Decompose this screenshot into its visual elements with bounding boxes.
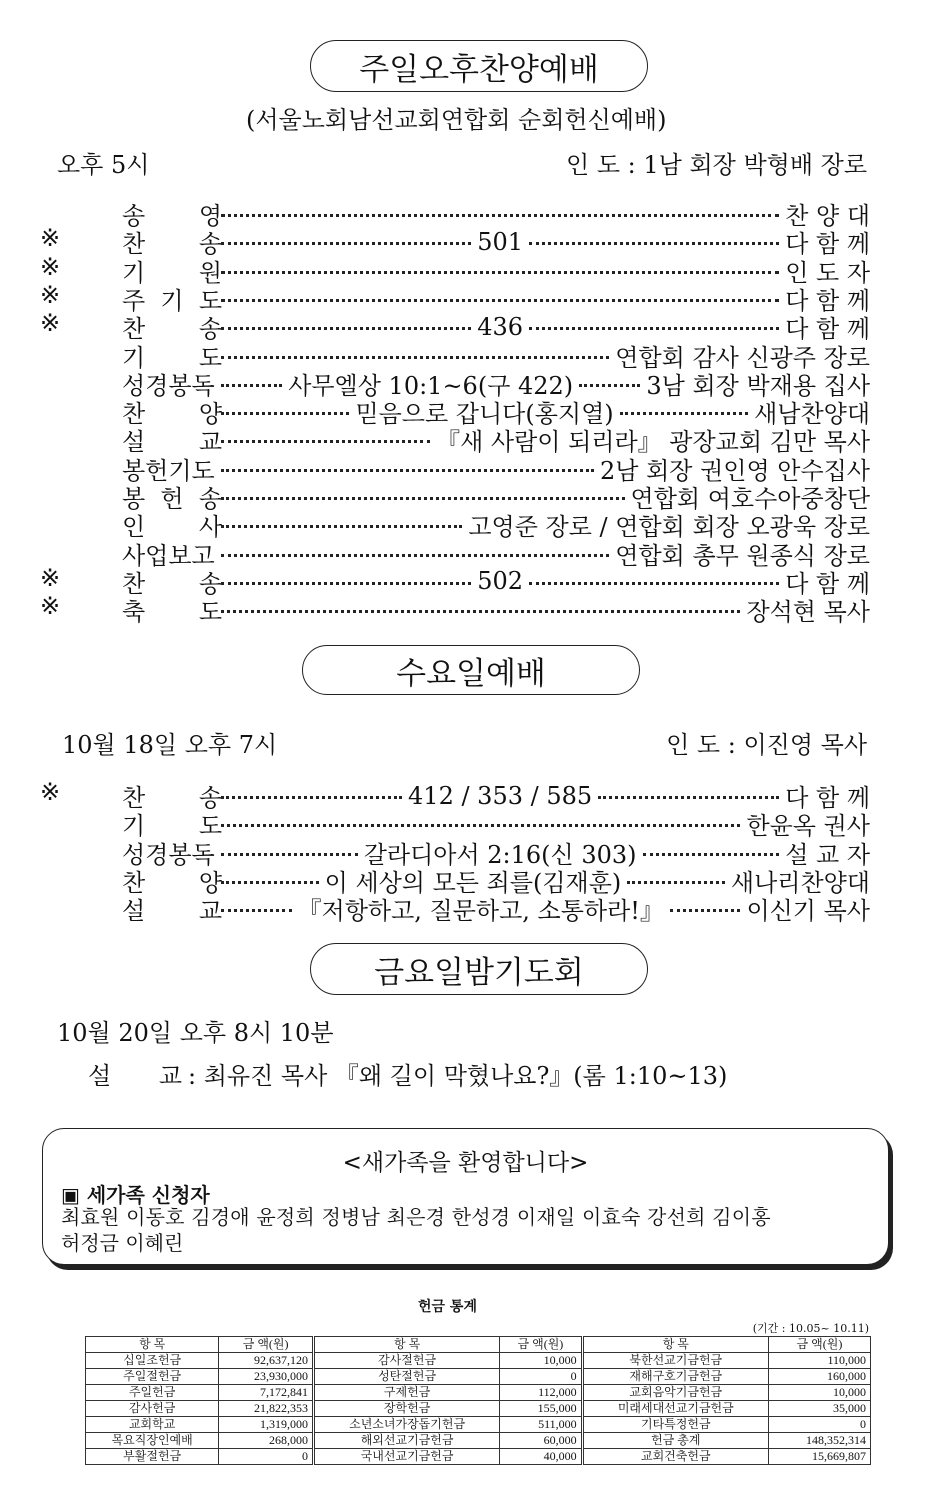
table-row [86,1449,871,1465]
offering-category: 감사헌금 [86,1401,219,1417]
service-person: 다 함 께 [785,315,870,344]
offering-amount: 10,000 [500,1353,582,1369]
dot-leader [221,299,779,302]
offering-amount: 0 [219,1449,314,1465]
table-row [86,1401,871,1417]
offering-category: 교회음악기금헌금 [582,1385,768,1401]
newcomers-box [42,1128,889,1265]
service-item: 설 교 [122,428,222,457]
offering-table [85,1336,871,1465]
wednesday-leader: 인 도 : 이진영 목사 [666,731,867,759]
service-item: 사업보고 [122,541,215,570]
service-content: 502 [477,567,523,596]
table-row [86,1433,871,1449]
offering-amount: 268,000 [219,1433,314,1449]
service-row [40,451,870,485]
standing-mark: ※ [40,224,61,253]
service-row [40,592,870,627]
offering-amount: 23,930,000 [219,1369,314,1385]
offering-category: 감사절헌금 [313,1353,499,1369]
service-content: 436 [477,312,523,341]
dot-leader [529,582,779,585]
service-person: 이신기 목사 [746,897,870,926]
service-person: 고영준 장로 / 연합회 회장 오광욱 장로 [468,513,870,542]
offering-header-cell: 항 목 [582,1337,768,1353]
dot-leader [221,824,740,827]
friday-time: 10월 20일 오후 8시 10분 [57,1019,334,1047]
dot-leader [221,554,609,557]
service-row [40,778,870,812]
service-person: 다 함 께 [785,230,870,259]
service-person: 장석현 목사 [746,598,870,627]
service-content: 『새 사람이 되리라』 광장교회 김만 목사 [436,428,870,457]
service-item: 인 사 [122,513,222,542]
dot-leader [221,440,430,443]
service-person: 다 함 께 [785,569,870,598]
service-row [40,563,870,598]
offering-category: 장학헌금 [313,1401,499,1417]
dot-leader [598,796,779,799]
offering-category: 성탄절헌금 [313,1369,499,1385]
dot-leader [529,327,779,330]
offering-amount: 40,000 [500,1449,582,1465]
offering-amount: 0 [768,1417,870,1433]
service-detail [215,891,870,926]
offering-category: 미래세대선교기금헌금 [582,1401,768,1417]
offering-amount: 0 [500,1369,582,1385]
service-row [40,309,870,344]
service-content: 믿음으로 갑니다(홍지열) [355,400,614,429]
offering-period: (기간 : 10.05~ 10.11) [752,1322,869,1335]
offering-category: 구제헌금 [313,1385,499,1401]
service-row [40,806,870,841]
offering-amount: 160,000 [768,1369,870,1385]
offering-amount: 155,000 [500,1401,582,1417]
offering-category: 재해구호기금헌금 [582,1369,768,1385]
dot-leader [627,881,725,884]
service-item: 봉헌기도 [122,456,215,485]
standing-mark: ※ [40,252,61,281]
dot-leader [529,242,779,245]
offering-amount: 10,000 [768,1385,870,1401]
friday-title: 금요일밤기도회 [310,943,648,995]
service-item: 축 도 [122,598,222,627]
dot-leader [579,384,640,387]
dot-leader [221,327,471,330]
service-item: 성경봉독 [122,371,215,400]
service-person: 연합회 여호수아중창단 [630,485,870,513]
service-person: 연합회 총무 원종식 장로 [615,541,870,570]
offering-amount: 1,319,000 [219,1417,314,1433]
service-item: 찬 송 [122,230,222,259]
service-detail [215,592,870,627]
dot-leader [221,497,625,500]
wednesday-title: 수요일예배 [302,645,640,695]
offering-category: 헌금 총계 [582,1433,768,1449]
dot-leader [221,412,349,415]
dot-leader [221,582,471,585]
dot-leader [221,610,740,613]
offering-header-cell: 금 액(원) [219,1337,314,1353]
offering-amount: 60,000 [500,1433,582,1449]
sunday-leader: 인 도 : 1남 회장 박형배 장로 [566,151,867,179]
service-row [40,835,871,869]
offering-header-cell: 항 목 [313,1337,499,1353]
friday-sermon-label: 설 교 [88,1062,182,1090]
service-person: 새나리찬양대 [730,868,870,897]
offering-amount: 35,000 [768,1401,870,1417]
service-row [40,536,870,570]
service-item: 기 도 [122,812,222,841]
offering-category: 북한선교기금헌금 [582,1353,768,1369]
service-item: 주 기 도 [122,286,222,315]
service-person: 새남찬양대 [754,400,870,429]
service-person: 설 교 자 [785,840,871,869]
offering-category: 교회건축헌금 [582,1449,768,1465]
offering-amount: 112,000 [500,1385,582,1401]
offering-amount: 148,352,314 [768,1433,870,1449]
service-person: 3남 회장 박재용 집사 [646,371,871,400]
service-content: 사무엘상 10:1~6(구 422) [288,371,574,400]
offering-header-cell: 금 액(원) [500,1337,582,1353]
offering-amount: 15,669,807 [768,1449,870,1465]
service-person: 2남 회장 권인영 안수집사 [600,456,870,485]
service-person: 한윤옥 권사 [746,812,870,841]
table-row [86,1369,871,1385]
service-item: 찬 양 [122,868,222,897]
dot-leader [221,525,462,528]
dot-leader [221,796,402,799]
standing-mark: ※ [40,778,61,806]
service-item: 봉 헌 송 [122,485,222,513]
service-item: 찬 양 [122,400,222,429]
service-row [40,479,870,513]
dot-leader [221,242,471,245]
dot-leader [221,853,358,856]
service-row [40,196,870,230]
service-item: 성경봉독 [122,840,215,869]
service-person: 찬 양 대 [785,202,870,230]
standing-mark: ※ [40,309,61,338]
offering-category: 십일조헌금 [86,1353,219,1369]
service-item: 찬 송 [122,784,222,812]
service-person: 인 도 자 [785,258,870,287]
dot-leader [670,909,741,912]
offering-amount: 110,000 [768,1353,870,1369]
service-item: 찬 송 [122,315,222,344]
dot-leader [221,271,779,274]
service-row [40,338,870,372]
offering-category: 해외선교기금헌금 [313,1433,499,1449]
offering-amount: 92,637,120 [219,1353,314,1369]
service-person: 다 함 께 [785,286,870,315]
standing-mark: ※ [40,280,61,309]
offering-header-row [86,1337,871,1353]
newcomers-label: ▣ 세가족 신청자 [61,1183,210,1207]
newcomers-names-line1: 최효원 이동호 김경애 윤정희 정병남 최은경 한성경 이재일 이효숙 강선희 김이홍 [61,1205,771,1229]
offering-header-cell: 항 목 [86,1337,219,1353]
service-row [40,366,871,400]
service-row [40,863,870,897]
offering-category: 국내선교기금헌금 [313,1449,499,1465]
offering-title: 헌금 통계 [418,1299,477,1315]
service-item: 찬 송 [122,569,222,598]
table-row [86,1417,871,1433]
dot-leader [221,356,609,359]
offering-category: 기타특정헌금 [582,1417,768,1433]
offering-amount: 511,000 [500,1417,582,1433]
service-row [40,224,870,259]
service-content: 갈라디아서 2:16(신 303) [363,840,637,869]
service-row [40,394,870,429]
offering-category: 주일헌금 [86,1385,219,1401]
service-content: 『저항하고, 질문하고, 소통하라!』 [297,897,664,926]
service-person: 다 함 께 [785,784,870,812]
sunday-title: 주일오후찬양예배 [310,40,648,92]
standing-mark: ※ [40,592,61,621]
dot-leader [221,881,319,884]
service-item: 설 교 [122,897,222,926]
dot-leader [221,909,292,912]
table-row [86,1353,871,1369]
dot-leader [221,469,594,472]
friday-sermon: : 최유진 목사 『왜 길이 막혔나요?』(롬 1:10~13) [188,1062,728,1090]
offering-header-cell: 금 액(원) [768,1337,870,1353]
offering-amount: 21,822,353 [219,1401,314,1417]
newcomers-heading: <새가족을 환영합니다> [342,1150,589,1176]
offering-category: 부활절헌금 [86,1449,219,1465]
table-row [86,1385,871,1401]
dot-leader [620,412,748,415]
sunday-time: 오후 5시 [57,151,150,179]
newcomers-names-line2: 허정금 이혜린 [61,1231,184,1255]
service-row [40,422,870,457]
service-row [40,280,870,315]
service-item: 기 원 [122,258,222,287]
service-content: 501 [477,227,523,256]
service-row [40,891,870,926]
dot-leader [221,214,779,217]
service-content: 412 / 353 / 585 [408,781,593,810]
offering-category: 교회학교 [86,1417,219,1433]
standing-mark: ※ [40,563,61,592]
service-person: 연합회 감사 신광주 장로 [615,343,870,372]
service-item: 송 영 [122,202,222,230]
offering-category: 소년소녀가장돕기헌금 [313,1417,499,1433]
service-item: 기 도 [122,343,222,372]
service-row [40,252,870,287]
sunday-subtitle: (서울노회남선교회연합회 순회헌신예배) [246,106,667,134]
offering-amount: 7,172,841 [219,1385,314,1401]
offering-category: 주일절헌금 [86,1369,219,1385]
wednesday-time: 10월 18일 오후 7시 [62,731,278,759]
dot-leader [221,384,282,387]
service-row [40,507,870,542]
offering-category: 목요직장인예배 [86,1433,219,1449]
dot-leader [643,853,780,856]
service-content: 이 세상의 모든 죄를(김재훈) [324,868,622,897]
